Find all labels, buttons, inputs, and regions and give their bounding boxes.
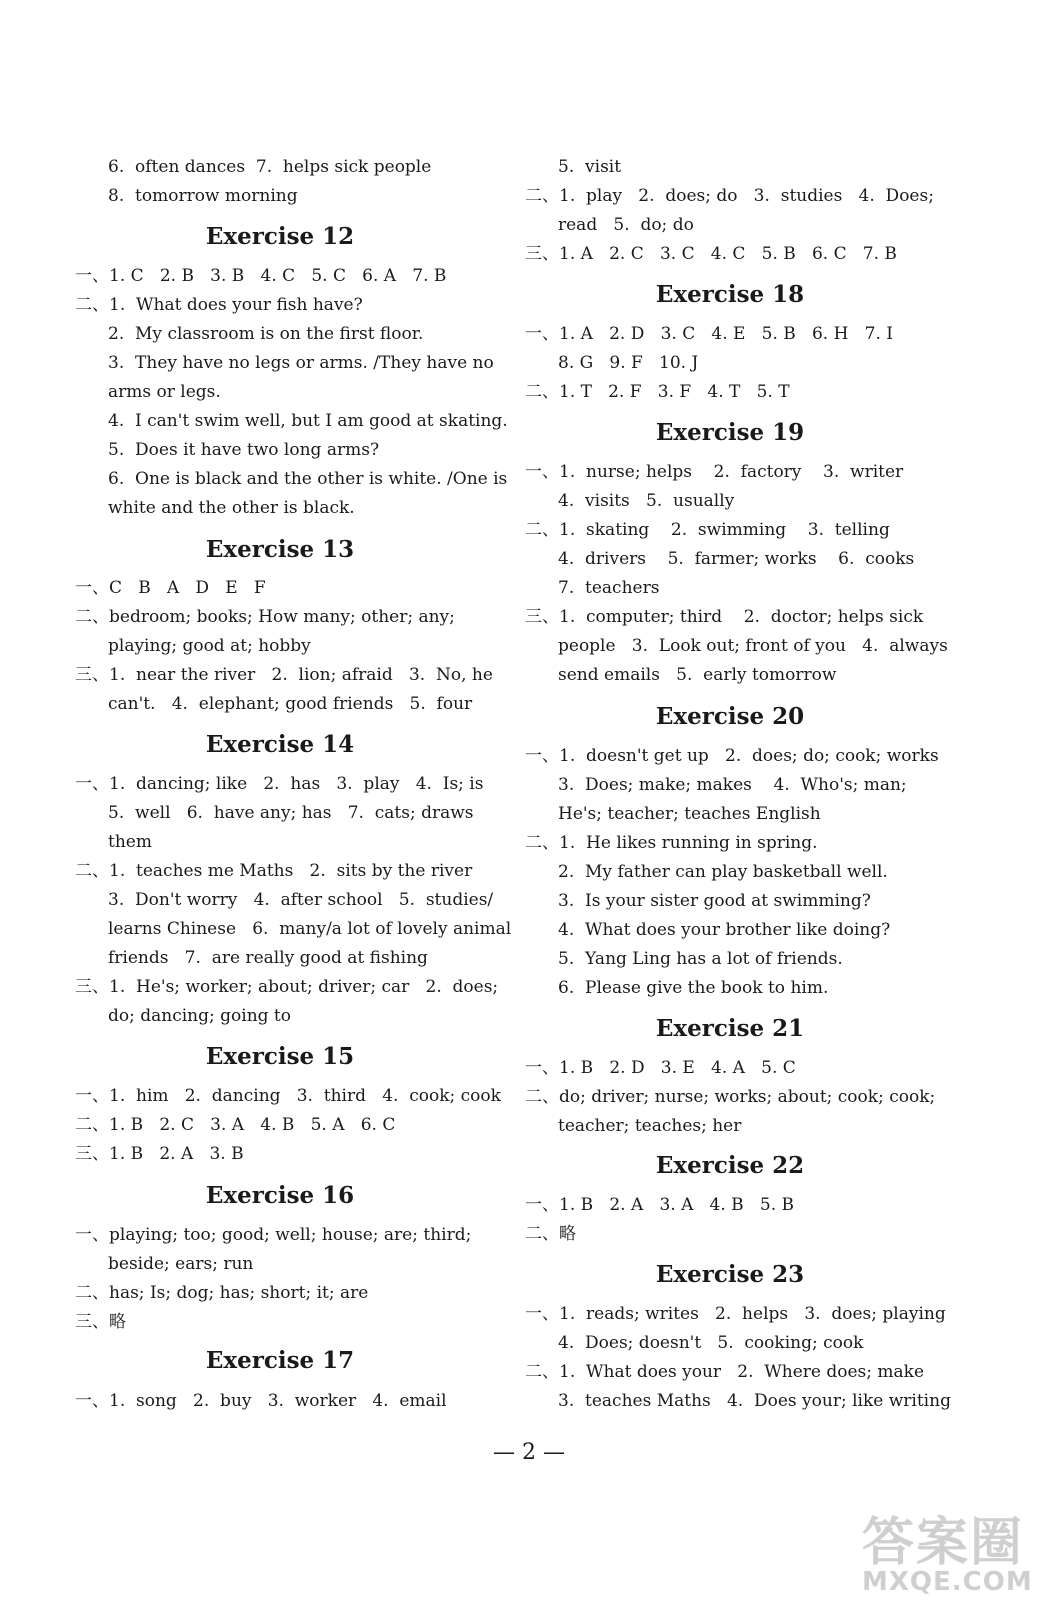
- answer-line: people 3. Look out; front of you 4. always: [558, 636, 948, 656]
- answer-line: playing; good at; hobby: [108, 636, 311, 656]
- exercise-title: Exercise 21: [655, 1015, 805, 1042]
- exercise-title: Exercise 23: [655, 1261, 805, 1288]
- answer-line: white and the other is black.: [108, 498, 355, 518]
- answer-line: 4. What does your brother like doing?: [558, 920, 891, 940]
- answer-line: 二、1. play 2. does; do 3. studies 4. Does;: [525, 186, 934, 206]
- page-number: — 2 —: [493, 1440, 565, 1465]
- answer-line: He's; teacher; teaches English: [558, 804, 821, 824]
- answer-line: 6. Please give the book to him.: [558, 978, 829, 998]
- exercise-title: Exercise 12: [205, 223, 355, 250]
- answer-line: 7. teachers: [558, 578, 660, 598]
- answer-line: 一、1. B 2. A 3. A 4. B 5. B: [525, 1195, 794, 1215]
- answer-line: send emails 5. early tomorrow: [558, 665, 837, 685]
- answer-line: them: [108, 832, 152, 852]
- answer-line: 二、1. skating 2. swimming 3. telling: [525, 520, 890, 540]
- exercise-title: Exercise 13: [205, 536, 355, 563]
- exercise-title: Exercise 20: [655, 703, 805, 730]
- answer-line: 一、1. nurse; helps 2. factory 3. writer: [525, 462, 904, 482]
- answer-line: 三、1. B 2. A 3. B: [75, 1144, 244, 1164]
- answer-line: 6. often dances 7. helps sick people: [108, 157, 432, 177]
- answer-line: 8. tomorrow morning: [108, 186, 298, 206]
- answer-line: 二、1. He likes running in spring.: [525, 833, 818, 853]
- watermark-top: 答案圈: [862, 1513, 1025, 1573]
- answer-line: 二、略: [525, 1224, 576, 1244]
- answer-line: 4. I can't swim well, but I am good at skating.: [108, 411, 508, 431]
- exercise-title: Exercise 17: [205, 1347, 355, 1374]
- answer-line: 一、1. A 2. D 3. C 4. E 5. B 6. H 7. I: [525, 324, 893, 344]
- answer-line: 3. Is your sister good at swimming?: [558, 891, 871, 911]
- answer-line: 5. visit: [558, 157, 622, 177]
- answer-line: do; dancing; going to: [108, 1006, 291, 1026]
- answer-line: 二、1. T 2. F 3. F 4. T 5. T: [525, 382, 790, 402]
- answer-line: 三、1. computer; third 2. doctor; helps sick: [525, 607, 924, 627]
- answer-line: 一、1. reads; writes 2. helps 3. does; playing: [525, 1304, 946, 1324]
- answer-line: 一、1. doesn't get up 2. does; do; cook; works: [525, 746, 939, 766]
- answer-line: 5. Yang Ling has a lot of friends.: [558, 949, 843, 969]
- answer-line: 3. Don't worry 4. after school 5. studies/: [108, 890, 494, 910]
- answer-line: read 5. do; do: [558, 215, 694, 235]
- answer-line: 二、bedroom; books; How many; other; any;: [75, 607, 455, 627]
- answer-line: 一、playing; too; good; well; house; are; third;: [75, 1225, 472, 1245]
- answer-line: 一、1. him 2. dancing 3. third 4. cook; cook: [75, 1086, 501, 1106]
- answer-line: 二、do; driver; nurse; works; about; cook; cook;: [525, 1087, 936, 1107]
- answer-line: 二、has; Is; dog; has; short; it; are: [75, 1283, 369, 1303]
- exercise-title: Exercise 16: [205, 1182, 355, 1209]
- answer-line: teacher; teaches; her: [558, 1116, 742, 1136]
- answer-line: 5. Does it have two long arms?: [108, 440, 380, 460]
- watermark-bottom: MXQE.COM: [862, 1567, 1033, 1597]
- exercise-title: Exercise 18: [655, 281, 805, 308]
- answer-line: 三、1. near the river 2. lion; afraid 3. No, he: [75, 665, 493, 685]
- answer-line: 8. G 9. F 10. J: [558, 353, 699, 373]
- answer-line: friends 7. are really good at fishing: [108, 948, 428, 968]
- exercise-title: Exercise 14: [205, 731, 355, 758]
- exercise-title: Exercise 22: [655, 1152, 805, 1179]
- answer-line: 2. My father can play basketball well.: [558, 862, 888, 882]
- answer-line: 三、1. He's; worker; about; driver; car 2. does;: [75, 977, 499, 997]
- exercise-title: Exercise 15: [205, 1043, 355, 1070]
- answer-line: 二、1. What does your 2. Where does; make: [525, 1362, 925, 1382]
- answer-line: 三、1. A 2. C 3. C 4. C 5. B 6. C 7. B: [525, 244, 897, 264]
- answer-line: 一、1. dancing; like 2. has 3. play 4. Is; is: [75, 774, 484, 794]
- answer-line: 一、1. C 2. B 3. B 4. C 5. C 6. A 7. B: [75, 266, 447, 286]
- answer-line: 2. My classroom is on the first floor.: [108, 324, 424, 344]
- exercise-title: Exercise 19: [655, 419, 805, 446]
- answer-line: 3. teaches Maths 4. Does your; like writing: [558, 1391, 951, 1411]
- answer-line: 二、1. B 2. C 3. A 4. B 5. A 6. C: [75, 1115, 396, 1135]
- answer-line: 一、1. song 2. buy 3. worker 4. email: [75, 1391, 447, 1411]
- answer-line: 6. One is black and the other is white. /One is: [108, 469, 508, 489]
- answer-line: 二、1. What does your fish have?: [75, 295, 363, 315]
- answer-line: 3. They have no legs or arms. /They have no: [108, 353, 494, 373]
- answer-line: arms or legs.: [108, 382, 221, 402]
- answer-line: 4. drivers 5. farmer; works 6. cooks: [558, 549, 915, 569]
- answer-line: can't. 4. elephant; good friends 5. four: [108, 694, 473, 714]
- answer-line: 一、C B A D E F: [75, 578, 266, 598]
- answer-line: 4. Does; doesn't 5. cooking; cook: [558, 1333, 864, 1353]
- answer-line: 一、1. B 2. D 3. E 4. A 5. C: [525, 1058, 796, 1078]
- answer-line: 4. visits 5. usually: [558, 491, 735, 511]
- answer-line: 5. well 6. have any; has 7. cats; draws: [108, 803, 474, 823]
- answer-line: 二、1. teaches me Maths 2. sits by the river: [75, 861, 473, 881]
- answer-line: learns Chinese 6. many/a lot of lovely animal: [108, 919, 512, 939]
- answer-line: beside; ears; run: [108, 1254, 254, 1274]
- answer-line: 3. Does; make; makes 4. Who's; man;: [558, 775, 907, 795]
- watermark-logo: [862, 1500, 1033, 1597]
- answer-line: 三、略: [75, 1312, 126, 1332]
